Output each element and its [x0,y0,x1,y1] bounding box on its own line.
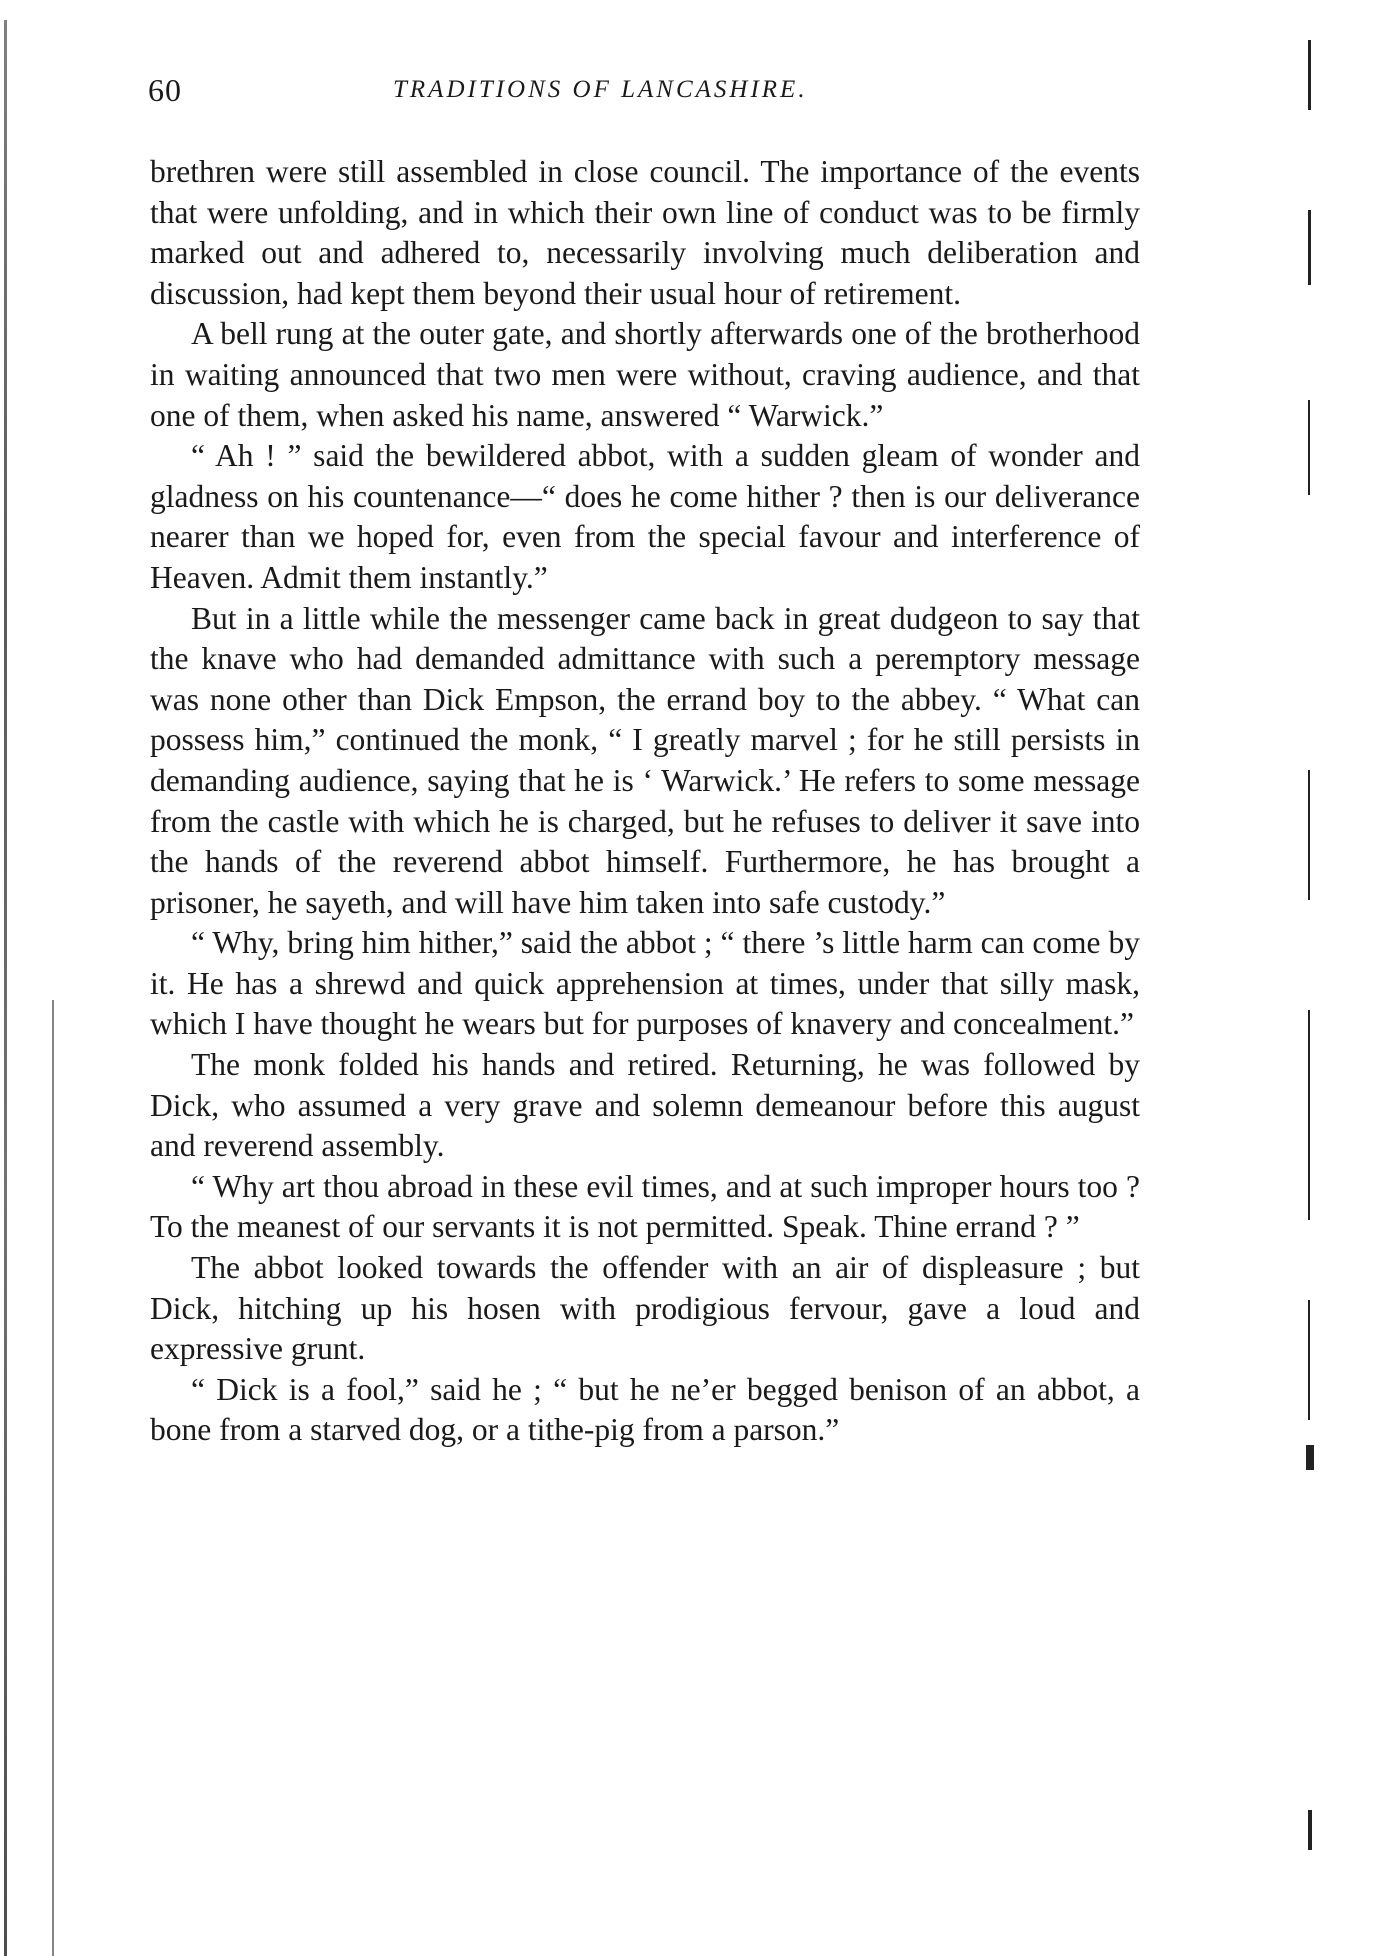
paragraph: But in a little while the messenger came back in great dudgeon to say that the knave who had demanded admittance with such a peremptory message was none other than Dick Empson, the errand boy to the abbey. “ What can possess him,” continued the monk, “ I greatly marvel ; for he still persists in demanding audience, saying that he is ‘ Warwick.’ He refers to some message from the castle with which he is charged, but he refuses to deliver it save into the hands of the reverend abbot himself. Furthermore, he has brought a prisoner, he sayeth, and will have him taken into safe custody.” [150,600,1140,920]
binding-edge [4,20,7,1956]
binding-shadow [52,1000,54,1956]
margin-mark [1308,210,1311,285]
margin-mark [1308,1810,1312,1850]
body-text [150,152,1140,1451]
margin-mark [1306,1445,1314,1470]
page-header [148,72,1138,122]
margin-mark [1308,40,1311,110]
margin-mark [1308,1300,1310,1420]
paragraph: The abbot looked towards the offender with an air of displeasure ; but Dick, hitching up his hosen with prodigious fervour, gave a loud and expressive grunt. [150,1250,1140,1367]
paragraph: “ Dick is a fool,” said he ; “ but he ne’er begged benison of an abbot, a bone from a starved dog, or a tithe-pig from a parson.” [150,1371,1140,1448]
page-number: 60 [148,72,182,108]
running-title: TRADITIONS OF LANCASHIRE. [393,76,808,103]
margin-mark [1308,770,1310,900]
paragraph: “ Why art thou abroad in these evil times, and at such improper hours too ? To the meanest of our servants it is not permitted. Speak. Thine errand ? ” [150,1168,1140,1245]
paragraph: “ Why, bring him hither,” said the abbot ; “ there ’s little harm can come by it. He has a shrewd and quick apprehension at times, under that silly mask, which I have thought he wears but for purposes of knavery and concealment.” [150,925,1140,1042]
margin-mark [1308,1010,1310,1220]
paragraph: The monk folded his hands and retired. Returning, he was followed by Dick, who assumed a very grave and solemn demeanour before this august and reverend assembly. [150,1047,1140,1164]
margin-mark [1308,400,1310,495]
paragraph: brethren were still assembled in close council. The importance of the events that were unfolding, and in which their own line of conduct was to be firmly marked out and adhered to, necessarily involving much deliberation and discussion, had kept them beyond their usual hour of retirement. [150,154,1140,311]
paragraph: A bell rung at the outer gate, and shortly afterwards one of the brotherhood in waiting announced that two men were without, craving audience, and that one of them, when asked his name, answered “ Warwick.” [150,316,1140,433]
paragraph: “ Ah ! ” said the bewildered abbot, with a sudden gleam of wonder and gladness on his countenance—“ does he come hither ? then is our deliverance nearer than we hoped for, even from the special favour and interference of Heaven. Admit them instantly.” [150,438,1140,595]
